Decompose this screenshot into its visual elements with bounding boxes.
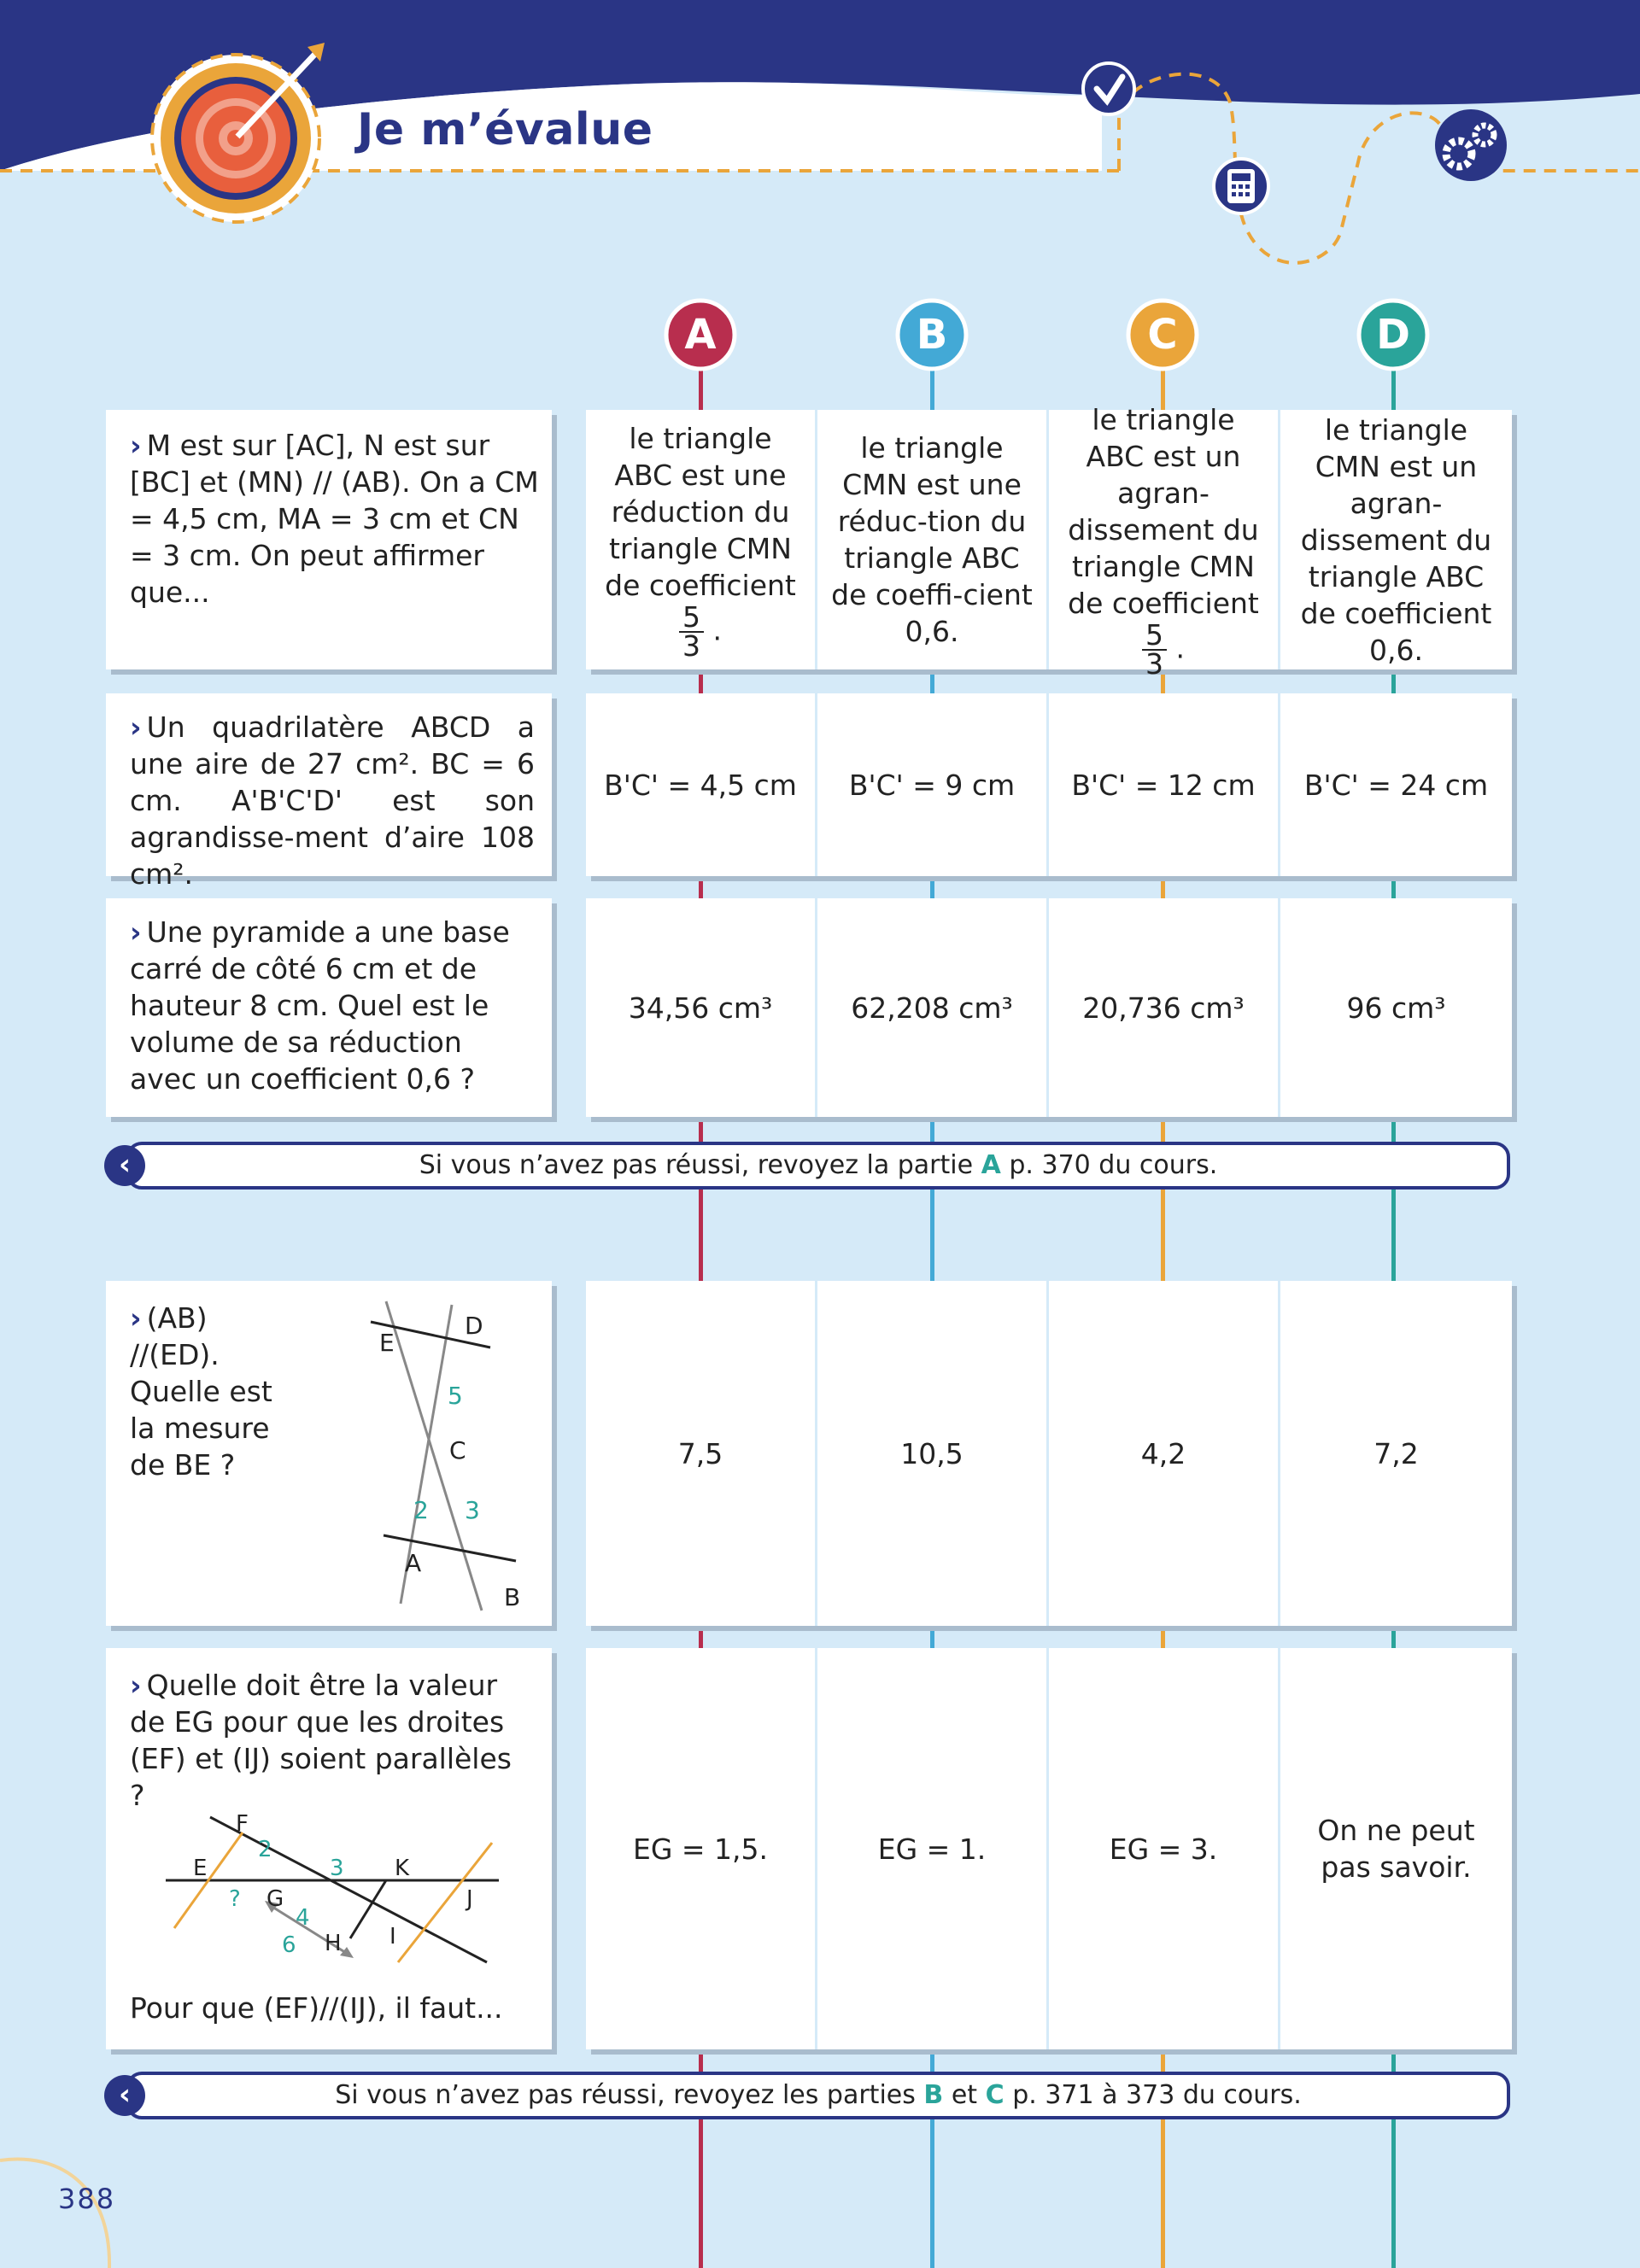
question-text: Une pyramide a une base carré de côté 6 cm et de hauteur 8 cm. Quel est le volume de sa réduction avec un coefficient 0,6 ?: [130, 915, 510, 1096]
svg-text:E: E: [379, 1329, 395, 1357]
svg-text:C: C: [1147, 311, 1178, 359]
question-card-4: [106, 1281, 552, 1626]
answer-option-c[interactable]: le triangle ABC est un agran-dissement du triangle CMN de coefficient $\frac{5}{3}$ .: [1068, 403, 1259, 681]
answer-option-d[interactable]: 7,2: [1374, 1436, 1419, 1470]
answer-option-a[interactable]: 7,5: [677, 1436, 723, 1470]
answer-option-b[interactable]: B'C' = 9 cm: [848, 768, 1016, 802]
answer-option-d[interactable]: B'C' = 24 cm: [1303, 768, 1489, 802]
answer-text: On ne peut pas savoir.: [1317, 1814, 1475, 1884]
answer-text: le triangle CMN est une réduc-tion du triangle ABC de coeffi-cient 0,6.: [831, 431, 1033, 648]
svg-text:D: D: [465, 1312, 483, 1340]
answer-option-c[interactable]: EG = 3.: [1109, 1832, 1218, 1866]
reminder-banner-2[interactable]: Si vous n’avez pas réussi, revoyez les parties B et C p. 371 à 373 du cours.: [126, 2072, 1510, 2119]
chevron-left-icon: ‹: [104, 1145, 145, 1186]
answer-option-b[interactable]: 62,208 cm³: [851, 991, 1013, 1025]
chevron-right-icon: ›: [130, 710, 142, 744]
svg-text:I: I: [390, 1924, 396, 1949]
answer-row-1: [586, 403, 1512, 681]
answer-row-2: [586, 693, 1512, 876]
column-badge-a: [658, 297, 743, 383]
answer-option-a[interactable]: B'C' = 4,5 cm: [604, 768, 797, 802]
question-card-1: [106, 410, 552, 669]
answer-option-d[interactable]: [1280, 410, 1512, 669]
question-card-3: [106, 898, 552, 1117]
header-banner: [0, 0, 1640, 282]
question-card-5: [106, 1648, 552, 2049]
svg-text:A: A: [405, 1549, 422, 1577]
answer-row-3: [586, 898, 1512, 1117]
svg-text:H: H: [325, 1931, 342, 1956]
svg-text:2: 2: [258, 1837, 272, 1862]
answer-option-a[interactable]: EG = 1,5.: [632, 1832, 769, 1866]
calculator-icon: [1214, 159, 1268, 213]
question-text: Un quadrilatère ABCD a une aire de 27 cm². BC = 6 cm. A'B'C'D' est son agrandisse-ment d’aire 108 cm².: [130, 710, 535, 891]
page-title: Je m’évalue: [357, 104, 653, 155]
svg-text:E: E: [193, 1856, 208, 1881]
svg-text:J: J: [466, 1886, 473, 1912]
parallel-lines-figure: [337, 1289, 550, 1614]
svg-text:B: B: [504, 1583, 521, 1611]
answer-row-4: [586, 1281, 1512, 1626]
svg-text:6: 6: [282, 1932, 296, 1958]
part-link[interactable]: B: [923, 2080, 944, 2110]
svg-text:4: 4: [296, 1905, 310, 1931]
answer-option-b[interactable]: [817, 410, 1046, 669]
answer-option-b[interactable]: 10,5: [900, 1436, 964, 1470]
part-link[interactable]: A: [981, 1150, 1001, 1180]
svg-text:3: 3: [330, 1856, 344, 1881]
chevron-right-icon: ›: [130, 1301, 142, 1335]
question-text: (AB) //(ED). Quelle est la mesure de BE ?: [130, 1301, 272, 1482]
svg-text:D: D: [1376, 311, 1410, 359]
page-number: 388: [58, 2183, 116, 2215]
svg-text:C: C: [449, 1436, 466, 1464]
answer-text: le triangle ABC est un agran-dissement du triangle CMN de coefficient: [1068, 403, 1259, 620]
chevron-right-icon: ›: [130, 915, 142, 949]
answer-option-a[interactable]: le triangle ABC est une réduction du triangle CMN de coefficient $\frac{5}{3}$ .: [605, 421, 796, 663]
part-link[interactable]: C: [985, 2080, 1004, 2110]
question-text: M est sur [AC], N est sur [BC] et (MN) // (AB). On a CM = 4,5 cm, MA = 3 cm et CN = 3 cm. On peut affirmer que...: [130, 429, 539, 609]
answer-option-b[interactable]: EG = 1.: [877, 1832, 987, 1866]
column-badge-b: [889, 297, 975, 383]
svg-text:G: G: [266, 1886, 284, 1912]
question-footer: Pour que (EF)//(IJ), il faut...: [130, 1991, 503, 2025]
answer-option-d[interactable]: [1280, 1648, 1512, 2049]
parallel-check-figure: [157, 1800, 516, 1971]
svg-text:3: 3: [465, 1496, 480, 1524]
column-badge-d: [1350, 297, 1436, 383]
question-text: Quelle doit être la valeur de EG pour que les droites (EF) et (IJ) soient parallèles ?: [130, 1669, 512, 1812]
gears-icon: [1435, 109, 1507, 181]
answer-option-c[interactable]: 20,736 cm³: [1082, 991, 1245, 1025]
svg-text:5: 5: [448, 1382, 463, 1410]
answer-option-c[interactable]: 4,2: [1140, 1436, 1186, 1470]
svg-text:2: 2: [413, 1496, 429, 1524]
answer-row-5: [586, 1648, 1512, 2049]
svg-text:?: ?: [229, 1886, 241, 1912]
chevron-right-icon: ›: [130, 429, 142, 462]
check-icon: [1083, 63, 1134, 114]
svg-text:A: A: [684, 311, 717, 359]
fraction: $\frac{5}{3}$: [679, 604, 704, 660]
question-card-2: [106, 693, 552, 891]
answer-option-a[interactable]: 34,56 cm³: [628, 991, 773, 1025]
answer-option-c[interactable]: B'C' = 12 cm: [1071, 768, 1256, 802]
svg-text:F: F: [236, 1811, 249, 1837]
svg-text:B: B: [916, 311, 948, 359]
column-badge-c: [1120, 297, 1205, 383]
reminder-banner-1[interactable]: Si vous n’avez pas réussi, revoyez la partie A p. 370 du cours.: [126, 1142, 1510, 1190]
chevron-right-icon: ›: [130, 1669, 142, 1702]
fraction: $\frac{5}{3}$: [1142, 622, 1167, 678]
answer-text: le triangle ABC est une réduction du triangle CMN de coefficient: [605, 421, 796, 602]
chevron-left-icon: ‹: [104, 2075, 145, 2116]
answer-option-d[interactable]: 96 cm³: [1346, 991, 1446, 1025]
svg-text:K: K: [395, 1856, 410, 1881]
answer-text: le triangle CMN est un agran-dissement du triangle ABC de coefficient 0,6.: [1300, 412, 1492, 667]
